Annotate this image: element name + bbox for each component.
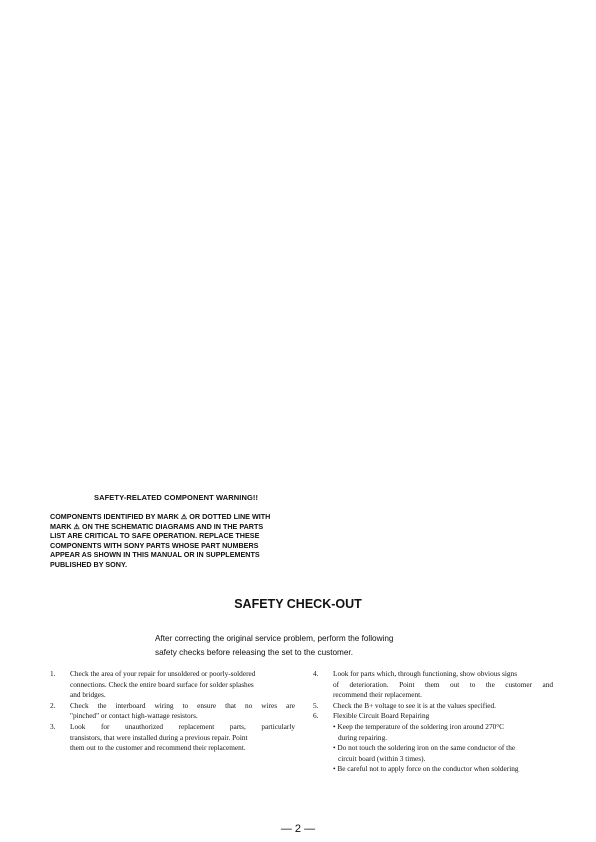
checklist-item	[313, 701, 553, 712]
item-line: them out to the customer and recommend their replacement.	[70, 743, 246, 753]
item-line: recommend their replacement.	[333, 690, 422, 700]
item-line: transistors, that were installed during a previous repair. Point	[70, 732, 248, 742]
item-number: 2.	[50, 700, 56, 710]
intro-line: After correcting the original service problem, perform the following	[155, 634, 394, 643]
checklist-item	[313, 669, 553, 701]
bullet-line: • Do not touch the soldering iron on the same conductor of the	[333, 743, 516, 753]
item-line: and bridges.	[70, 690, 106, 700]
item-line: Check the B+ voltage to see it is at the values specified.	[333, 700, 496, 710]
warning-line: COMPONENTS IDENTIFIED BY MARK ⚠ OR DOTTED LINE WITH	[50, 512, 271, 521]
checklist-left-column	[50, 669, 295, 754]
item-number: 6.	[313, 711, 319, 721]
item-line: Look for parts which, through functioning, show obvious signs	[333, 669, 518, 678]
warning-line: MARK ⚠ ON THE SCHEMATIC DIAGRAMS AND IN THE PARTS	[50, 521, 264, 531]
item-line: Look for unauthorized replacement parts, particularly	[70, 721, 295, 731]
item-number: 1.	[50, 669, 56, 678]
warning-line: LIST ARE CRITICAL TO SAFE OPERATION. REPLACE THESE	[50, 531, 260, 541]
bullet-line: during repairing.	[338, 732, 388, 742]
warning-line: APPEAR AS SHOWN IN THIS MANUAL OR IN SUPPLEMENTS	[50, 550, 260, 560]
page-number: — 2 —	[280, 823, 316, 835]
checklist-item	[313, 711, 553, 775]
item-line: "pinched" or contact high-wattage resistors.	[70, 711, 198, 721]
item-number: 3.	[50, 721, 56, 731]
checklist-item	[50, 669, 295, 701]
bullet-line: • Be careful not to apply force on the conductor when soldering	[333, 764, 519, 774]
item-number: 5.	[313, 700, 319, 710]
bullet-line: • Keep the temperature of the soldering iron around 270°C	[333, 721, 505, 731]
warning-line: COMPONENTS WITH SONY PARTS WHOSE PART NUMBERS	[50, 540, 259, 550]
intro-paragraph	[155, 632, 393, 660]
intro-line: safety checks before releasing the set to the customer.	[155, 648, 353, 657]
warning-line: PUBLISHED BY SONY.	[50, 559, 127, 569]
item-line: of deterioration. Point them out to the customer and	[333, 679, 553, 689]
safety-check-out-title: SAFETY CHECK-OUT	[234, 597, 362, 611]
item-line: Check the area of your repair for unsoldered or poorly-soldered	[70, 669, 256, 678]
safety-warning-text	[50, 512, 300, 570]
item-number: 4.	[313, 669, 319, 678]
item-line: Flexible Circuit Board Repairing	[333, 711, 430, 721]
checklist-right-column	[313, 669, 553, 775]
safety-warning-heading: SAFETY-RELATED COMPONENT WARNING!!	[94, 493, 259, 502]
item-line: connections. Check the entire board surface for solder splashes	[70, 679, 254, 689]
checklist-item	[50, 722, 295, 754]
checklist-item	[50, 701, 295, 722]
bullet-line: circuit board (within 3 times).	[338, 753, 426, 763]
item-line: Check the interboard wiring to ensure that no wires are	[70, 700, 295, 710]
